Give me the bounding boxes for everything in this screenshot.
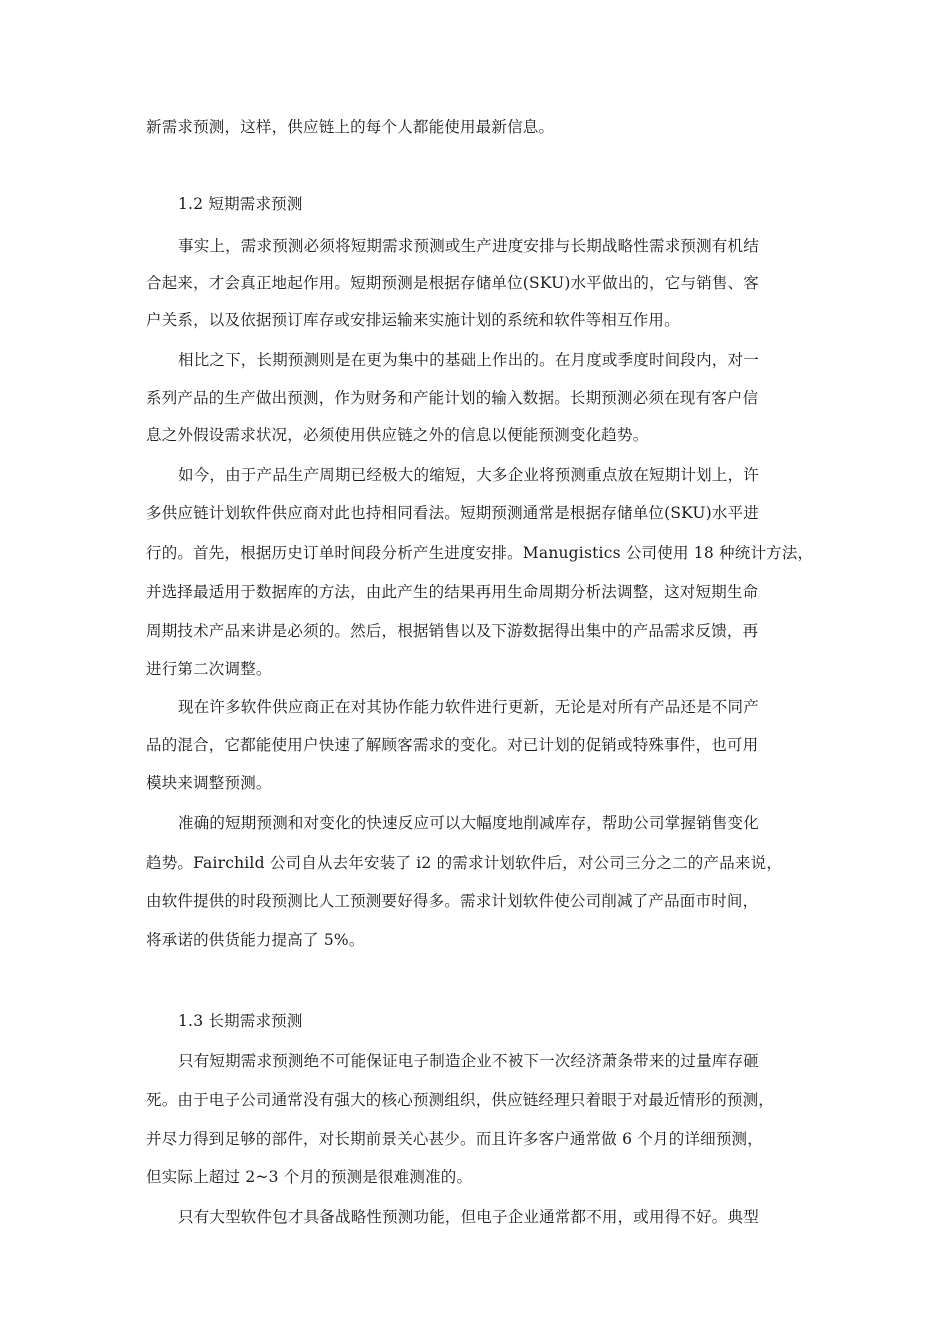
paragraph-line: 只有大型软件包才具备战略性预测功能，但电子企业通常都不用，或用得不好。典型	[178, 1208, 759, 1226]
paragraph-line: 准确的短期预测和对变化的快速反应可以大幅度地削减库存，帮助公司掌握销售变化	[178, 814, 759, 832]
paragraph-line: 并尽力得到足够的部件，对长期前景关心甚少。而且许多客户通常做 6 个月的详细预测，	[146, 1130, 763, 1148]
paragraph-line: 品的混合，它都能使用户快速了解顾客需求的变化。对已计划的促销或特殊事件，也可用	[146, 736, 759, 754]
paragraph-line: 进行第二次调整。	[146, 660, 272, 678]
paragraph-line: 只有短期需求预测绝不可能保证电子制造企业不被下一次经济萧条带来的过量库存砸	[178, 1052, 759, 1070]
section-heading-1-2: 1.2 短期需求预测	[178, 195, 303, 213]
paragraph-line: 现在许多软件供应商正在对其协作能力软件进行更新，无论是对所有产品还是不同产	[178, 698, 759, 716]
paragraph-line: 多供应链计划软件供应商对此也持相同看法。短期预测通常是根据存储单位(SKU)水平进	[146, 504, 760, 522]
paragraph-line: 周期技术产品来讲是必须的。然后，根据销售以及下游数据得出集中的产品需求反馈，再	[146, 622, 759, 640]
paragraph-line: 系列产品的生产做出预测，作为财务和产能计划的输入数据。长期预测必须在现有客户信	[146, 389, 759, 407]
paragraph-line: 由软件提供的时段预测比人工预测要好得多。需求计划软件使公司削减了产品面市时间，	[146, 892, 759, 910]
paragraph-line: 并选择最适用于数据库的方法，由此产生的结果再用生命周期分析法调整，这对短期生命	[146, 583, 759, 601]
paragraph-line: 行的。首先，根据历史订单时间段分析产生进度安排。Manugistics 公司使用 18 种统计方法，	[146, 544, 814, 562]
paragraph-line: 息之外假设需求状况，必须使用供应链之外的信息以便能预测变化趋势。	[146, 426, 649, 444]
paragraph-line: 事实上，需求预测必须将短期需求预测或生产进度安排与长期战略性需求预测有机结	[178, 237, 759, 255]
paragraph-line: 模块来调整预测。	[146, 774, 272, 792]
paragraph-line: 合起来，才会真正地起作用。短期预测是根据存储单位(SKU)水平做出的，它与销售、客	[146, 274, 760, 292]
paragraph-line: 新需求预测，这样，供应链上的每个人都能使用最新信息。	[146, 118, 555, 136]
paragraph-line: 如今，由于产品生产周期已经极大的缩短，大多企业将预测重点放在短期计划上，许	[178, 466, 759, 484]
paragraph-line: 趋势。Fairchild 公司自从去年安装了 i2 的需求计划软件后，对公司三分之二的产品来说，	[146, 854, 783, 872]
section-heading-1-3: 1.3 长期需求预测	[178, 1012, 303, 1030]
paragraph-line: 死。由于电子公司通常没有强大的核心预测组织，供应链经理只着眼于对最近情形的预测，	[146, 1091, 775, 1109]
paragraph-line: 但实际上超过 2~3 个月的预测是很难测准的。	[146, 1168, 473, 1186]
paragraph-line: 相比之下，长期预测则是在更为集中的基础上作出的。在月度或季度时间段内，对一	[178, 351, 759, 369]
paragraph-line: 户关系，以及依据预订库存或安排运输来实施计划的系统和软件等相互作用。	[146, 311, 680, 329]
paragraph-line: 将承诺的供货能力提高了 5%。	[146, 931, 365, 949]
